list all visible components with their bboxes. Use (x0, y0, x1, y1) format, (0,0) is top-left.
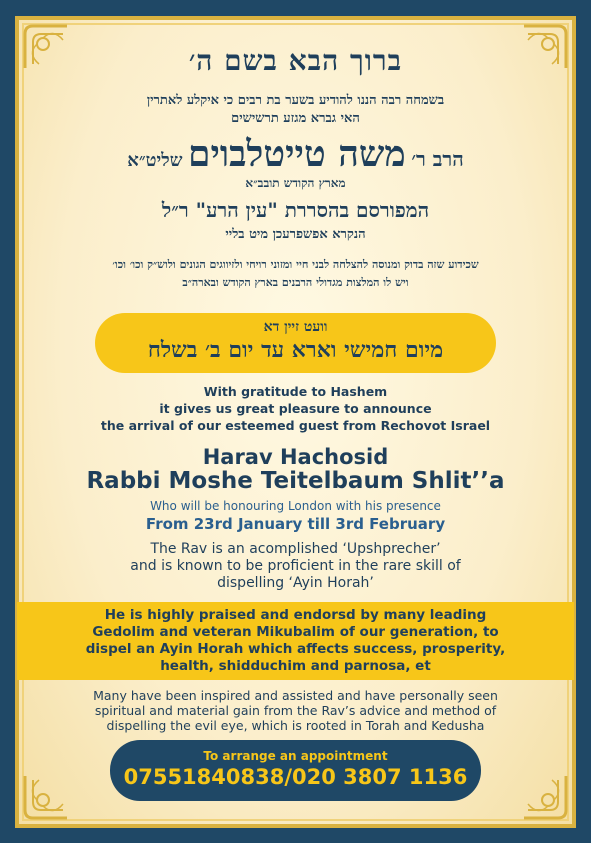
honour-line: Who will be honouring London with his presence (150, 499, 441, 513)
endorsement-banner (17, 602, 574, 680)
gratitude-line: With gratitude to Hashem (203, 384, 388, 399)
appointment-label: To arrange an appointment (203, 749, 388, 763)
phone-numbers[interactable]: 07551840838/020 3807 1136 (123, 765, 468, 789)
corner-ornament-icon (23, 774, 69, 820)
testimonial-line: dispelling the evil eye, which is rooted in Torah and Kedusha (106, 718, 485, 733)
testimonial-text (40, 688, 551, 733)
arrival-line: the arrival of our esteemed guest from Rechovot Israel (100, 418, 491, 433)
hebrew-name-main: משה טייטלבוים (188, 133, 406, 175)
hebrew-date-banner (95, 313, 496, 373)
corner-ornament-icon (522, 774, 568, 820)
endorse-line: Gedolim and veteran Mikubalim of our generation, to (92, 624, 499, 640)
rav-line: and is known to be proficient in the rare skill of (130, 558, 461, 574)
visit-dates: From 23rd January till 3rd February (145, 515, 446, 533)
hebrew-intro-line-1: בשמחה רבה הננו להודיע בשער בת רבים כי איקלע לאתרין (146, 93, 445, 108)
pleasure-line: it gives us great pleasure to announce (159, 401, 432, 416)
appointment-box (110, 740, 481, 801)
hebrew-name-suffix: שליט״א (127, 150, 183, 171)
rav-description (60, 541, 531, 592)
hebrew-origin: מארץ הקודש תובב״א (245, 176, 346, 190)
gratitude-text (40, 383, 551, 434)
endorse-line: He is highly praised and endorsd by many leading (104, 607, 487, 623)
hebrew-intro-line-2: האי גברא מגזע תרשישים (231, 111, 360, 126)
hebrew-detail-line-2: ויש לו המלצות מגדולי הרבנים בארץ הקודש ובארה״ב (182, 276, 409, 289)
hebrew-pill-top: וועט זיין דא (263, 319, 328, 335)
testimonial-line: Many have been inspired and assisted and have personally seen (93, 688, 498, 703)
hebrew-detail-line-1: שכידוע שזה בדוק ומנוסה להצלחה לבני חיי ומזוני רויחי ולזיווגים הגונים ולוש״ק וכו׳ וכו׳ (112, 258, 479, 271)
hebrew-name-prefix: הרב ר׳ (411, 147, 464, 171)
endorse-line: health, shidduchim and parnosa, et (160, 658, 431, 674)
endorsement-text (47, 607, 544, 675)
rabbi-name: Rabbi Moshe Teitelbaum Shlit’’a (86, 468, 505, 494)
hebrew-famous-line: המפורסם בהסררת "עין הרע" ר״ל (161, 198, 430, 222)
hebrew-greeting: ברוך הבא בשם ה׳ (188, 44, 403, 77)
testimonial-line: spiritual and material gain from the Rav’s advice and method of (94, 703, 497, 718)
hebrew-rabbi-name (30, 133, 561, 175)
endorse-line: dispel an Ayin Horah which affects success, prosperity, (85, 641, 506, 657)
hebrew-pill-dates: מיום חמישי וארא עד יום ב׳ בשלח (147, 337, 444, 363)
hebrew-known-line: הנקרא אפשפרעכן מיט בליי (225, 227, 366, 242)
rav-line: The Rav is an acomplished ‘Upshprecher’ (150, 541, 441, 557)
rabbi-title: Harav Hachosid (202, 445, 389, 469)
rav-line: dispelling ‘Ayin Horah’ (217, 575, 374, 591)
